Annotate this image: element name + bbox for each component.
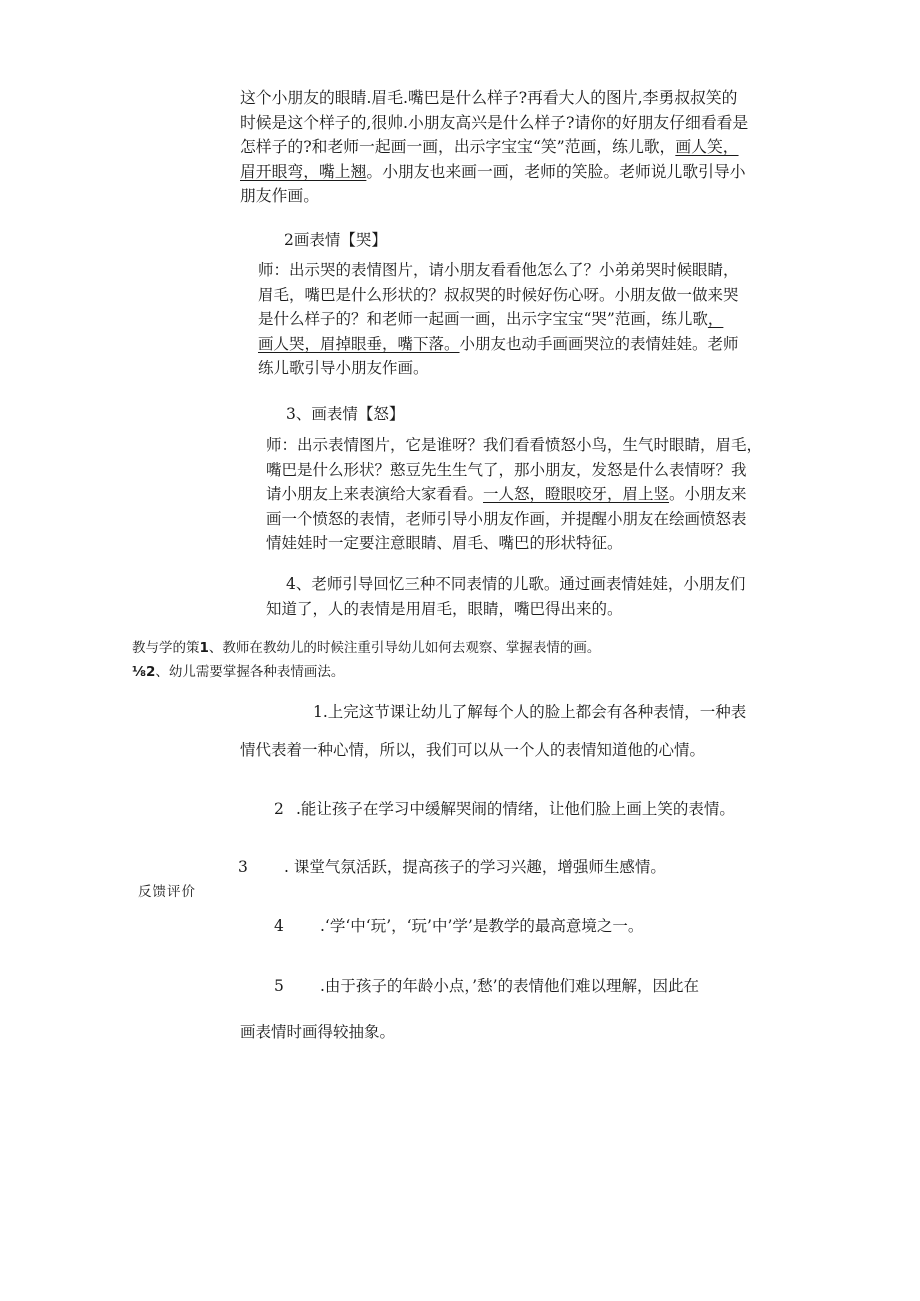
feedback-item-3	[238, 855, 666, 879]
item-text: . 课堂气氛活跃，提高孩子的学习兴趣，增强师生感情。	[284, 858, 666, 876]
paragraph-line: 嘴巴是什么形状？憨豆先生生气了，那小朋友，发怒是什么表情呀？我	[266, 460, 747, 479]
paragraph-line: 眉毛，嘴巴是什么形状的？叔叔哭的时候好伤心呀。小朋友做一做来哭	[258, 285, 739, 304]
paragraph-text: 。小朋友来	[669, 485, 747, 503]
rhyme-underlined: 眉开眼弯，嘴上翘	[240, 161, 367, 181]
smile-paragraph	[240, 86, 748, 209]
feedback-item-1-cont: 情代表着一种心情，所以，我们可以从一个人的表情知道他的心情。	[240, 741, 706, 759]
item-text: 上完这节课让幼儿了解每个人的脸上都会有各种表情，一种表	[327, 703, 747, 721]
paragraph-text: 小朋友也动手画画哭泣的表情娃娃。老师	[459, 334, 739, 353]
rhyme-underlined: 一人怒，瞪眼咬牙，眉上竖	[483, 485, 670, 503]
paragraph-line: 知道了，人的表情是用眉毛，眼睛，嘴巴得出来的。	[266, 600, 623, 618]
item-text: .‘学‘中‘玩’，‘玩’中’学’是教学的最高意境之一。	[320, 917, 644, 935]
strategy-label-fragment: ⅛	[132, 664, 146, 680]
item-number: 4	[274, 917, 284, 935]
item-text: .能让孩子在学习中缓解哭闹的情绪，让他们脸上画上笑的表情。	[296, 800, 735, 818]
angry-paragraph	[266, 433, 762, 556]
rhyme-underlined: 画人哭，眉掉眼垂，嘴下落。	[258, 334, 460, 353]
strategy-item-text: 、幼儿需要掌握各种表情画法。	[155, 664, 345, 680]
cry-paragraph	[258, 258, 739, 381]
feedback-item-1	[313, 700, 746, 724]
paragraph-text: 。小朋友也来画一画，老师的笑脸。老师说儿歌引导小	[366, 161, 746, 181]
paragraph-line: 情娃娃时一定要注意眼睛、眉毛、嘴巴的形状特征。	[266, 534, 623, 552]
item-number: 3	[238, 858, 248, 876]
feedback-item-5	[274, 974, 699, 998]
feedback-item-2	[274, 797, 735, 821]
item-number: 2	[274, 800, 284, 818]
strategy-label: 教与学的策	[132, 640, 200, 656]
item-number: 1.	[313, 703, 328, 721]
feedback-item-5-cont: 画表情时画得较抽象。	[240, 1023, 396, 1041]
angry-heading: 3、画表情【怒】	[286, 405, 405, 423]
feedback-label: 反馈评价	[138, 884, 196, 900]
item-text: .由于孩子的年龄小点，’愁’的表情他们难以理解，因此在	[320, 977, 700, 995]
item-number: 5	[274, 977, 284, 995]
recall-paragraph	[266, 572, 745, 622]
paragraph-line	[258, 307, 739, 332]
paragraph-line	[240, 160, 748, 185]
paragraph-line	[240, 135, 748, 160]
paragraph-line: 时候是这个样子的,很帅.小朋友高兴是什么样子?请你的好朋友仔细看看是	[240, 112, 749, 132]
paragraph-line: 练儿歌引导小朋友作画。	[258, 359, 429, 377]
paragraph-line: 朋友作画。	[240, 186, 319, 205]
paragraph-line: 师：出示哭的表情图片，请小朋友看看他怎么了？小弟弟哭时候眼睛，	[258, 261, 739, 279]
paragraph-text: 请小朋友上来表演给大家看看。	[266, 485, 484, 503]
strategy-row-1	[132, 638, 600, 658]
strategy-item-number: 1	[199, 640, 209, 656]
rhyme-underlined: ，	[707, 310, 724, 328]
paragraph-line: 这个小朋友的眼睛.眉毛.嘴巴是什么样子?再看大人的图片,李勇叔叔笑的	[240, 88, 738, 107]
paragraph-line: 师：出示表情图片，它是谁呀？我们看看愤怒小鸟，生气时眼睛，眉毛，	[266, 436, 763, 454]
strategy-item-text: 、教师在教幼儿的时候注重引导幼儿如何去观察、掌握表情的画。	[208, 640, 601, 656]
paragraph-line: 4、老师引导回忆三种不同表情的儿歌。通过画表情娃娃，小朋友们	[286, 575, 746, 593]
cry-heading: 2画表情【哭】	[284, 231, 387, 249]
strategy-item-number: 2	[145, 664, 156, 680]
paragraph-text: 怎样子的?和老师一起画一画，出示字宝宝“笑”范画，练儿歌，	[240, 137, 676, 156]
paragraph-line: 画一个愤怒的表情，老师引导小朋友作画，并提醒小朋友在绘画愤怒表	[266, 509, 747, 528]
paragraph-text: 是什么样子的？和老师一起画一画，出示字宝宝“哭”范画，练儿歌	[258, 310, 708, 328]
rhyme-underlined: 画人笑，	[675, 137, 739, 156]
paragraph-line	[258, 332, 739, 357]
strategy-row-2	[132, 662, 344, 682]
feedback-item-4	[274, 914, 643, 938]
paragraph-line	[266, 482, 762, 507]
